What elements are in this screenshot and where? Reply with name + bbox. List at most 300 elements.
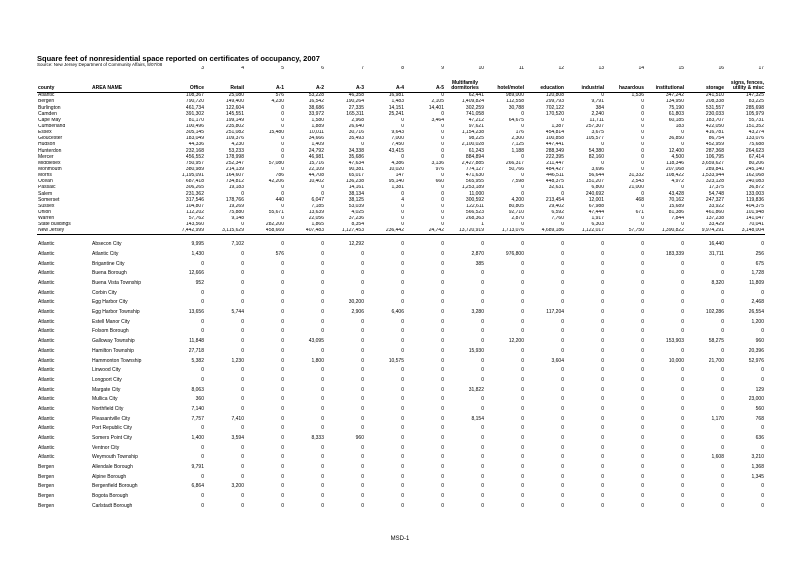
table-cell: 3,200: [231, 483, 244, 490]
table-cell: 4,200: [511, 197, 524, 203]
table-cell: 0: [401, 328, 404, 335]
table-cell: 137,238: [705, 215, 724, 222]
table-cell: 0: [361, 415, 364, 422]
table-cell: 30,200: [348, 299, 364, 306]
table-cell: Monmouth: [38, 166, 62, 172]
page-footer: MSD-1: [390, 536, 410, 542]
table-cell: 9,791: [191, 464, 204, 471]
table-cell: 0: [681, 425, 684, 432]
table-cell: 0: [521, 396, 524, 403]
table-cell: 0: [321, 405, 324, 412]
table-cell: 6,800: [591, 185, 604, 191]
table-cell: 0: [321, 280, 324, 287]
table-cell: 0: [241, 270, 244, 277]
table-cell: 109,376: [225, 135, 244, 142]
table-cell: Atlantic: [38, 435, 55, 442]
table-cell: 0: [441, 338, 444, 345]
table-cell: 4: [401, 197, 404, 203]
table-cell: 0: [521, 473, 524, 480]
table-cell: Ocean: [38, 178, 53, 185]
table-cell: 14,151: [388, 105, 404, 111]
table-cell: 0: [601, 376, 604, 383]
table-cell: 0: [561, 328, 564, 335]
table-cell: 0: [361, 473, 364, 480]
table-cell: 4,230: [271, 99, 284, 105]
table-cell: 0: [441, 270, 444, 277]
table-cell: 5,382: [191, 357, 204, 364]
table-cell: 183,707: [705, 117, 724, 123]
table-cell: 0: [401, 444, 404, 451]
table-cell: 0: [361, 425, 364, 432]
table-cell: Atlantic: [38, 357, 55, 364]
table-cell: 0: [401, 241, 404, 248]
table-cell: 0: [321, 464, 324, 471]
table-cell: 0: [681, 473, 684, 480]
table-cell: Atlantic: [38, 376, 55, 383]
table-cell: Weymouth Township: [92, 454, 138, 461]
table-cell: 0: [601, 347, 604, 354]
table-cell: Somers Point City: [92, 435, 133, 442]
table-cell: 0: [281, 318, 284, 325]
table-cell: Atlantic: [38, 260, 55, 267]
table-cell: 0: [601, 250, 604, 257]
table-cell: State buildings: [38, 221, 71, 228]
table-cell: 454,814: [545, 129, 564, 136]
table-cell: 0: [281, 260, 284, 267]
table-cell: 1,409,824: [461, 99, 484, 105]
column-header: A-3: [325, 73, 365, 93]
table-cell: 0: [401, 191, 404, 197]
table-cell: 0: [361, 502, 364, 509]
table-cell: 9,791: [591, 99, 604, 105]
column-number: 12: [558, 66, 564, 71]
table-cell: 0: [561, 425, 564, 432]
table-cell: 222,395: [545, 154, 564, 160]
table-cell: 0: [441, 357, 444, 364]
table-cell: 0: [361, 386, 364, 393]
table-cell: 960: [355, 435, 364, 442]
table-cell: 9,974,291: [685, 228, 725, 235]
table-cell: 0: [401, 215, 404, 222]
table-cell: 0: [681, 328, 684, 335]
table-cell: 0: [561, 483, 564, 490]
table-cell: 245,140: [745, 166, 764, 172]
table-cell: 0: [401, 493, 404, 500]
table-cell: 0: [361, 347, 364, 354]
table-cell: 0: [681, 280, 684, 287]
table-cell: 0: [481, 444, 484, 451]
table-cell: 122,611: [466, 203, 484, 209]
table-cell: 26,554: [748, 309, 764, 316]
column-number-row: [37, 66, 765, 73]
table-cell: 0: [361, 376, 364, 383]
table-cell: 13,639: [308, 209, 324, 215]
table-cell: 0: [441, 241, 444, 248]
table-row: [37, 337, 765, 347]
table-cell: 0: [761, 328, 764, 335]
table-cell: 0: [601, 309, 604, 316]
table-cell: 0: [441, 172, 444, 179]
table-cell: 0: [561, 280, 564, 287]
table-cell: 0: [441, 415, 444, 422]
table-cell: 1,728: [751, 270, 764, 277]
table-cell: 0: [441, 92, 444, 99]
table-cell: 0: [521, 483, 524, 490]
table-cell: 0: [641, 215, 644, 222]
table-cell: 0: [761, 425, 764, 432]
table-cell: 232,168: [185, 148, 204, 154]
table-cell: 0: [601, 270, 604, 277]
table-cell: 75,880: [228, 209, 244, 215]
column-number: 7: [361, 66, 364, 71]
table-cell: 0: [641, 464, 644, 471]
table-cell: 0: [561, 250, 564, 257]
table-cell: 7,140: [191, 405, 204, 412]
table-cell: 0: [601, 142, 604, 148]
table-cell: Atlantic: [38, 405, 55, 412]
table-cell: 0: [241, 221, 244, 228]
table-cell: 266,317: [505, 160, 524, 166]
table-cell: 0: [361, 338, 364, 345]
table-cell: 0: [321, 483, 324, 490]
table-cell: 0: [601, 405, 604, 412]
table-cell: 0: [681, 444, 684, 451]
table-cell: 0: [561, 191, 564, 197]
table-cell: 0: [641, 338, 644, 345]
table-cell: 0: [521, 386, 524, 393]
table-cell: 7,000: [391, 135, 404, 142]
table-cell: Atlantic: [38, 396, 55, 403]
table-cell: 0: [281, 386, 284, 393]
table-cell: 1,381: [391, 185, 404, 191]
table-cell: 0: [521, 493, 524, 500]
table-cell: 4,386: [391, 160, 404, 166]
table-cell: 0: [561, 347, 564, 354]
table-cell: 305,145: [185, 129, 204, 136]
table-cell: 0: [441, 203, 444, 209]
table-cell: 0: [641, 221, 644, 228]
table-cell: 14,161: [348, 185, 364, 191]
table-cell: 461,734: [185, 105, 204, 111]
table-cell: 134,950: [665, 99, 684, 105]
table-cell: 0: [601, 415, 604, 422]
table-cell: 0: [321, 191, 324, 197]
table-cell: 1,195,091: [181, 172, 204, 179]
table-cell: 25,080: [228, 92, 244, 99]
column-number: 14: [638, 66, 644, 71]
table-cell: 0: [641, 135, 644, 142]
table-cell: 211,447: [546, 160, 564, 166]
table-cell: Bergen: [38, 493, 55, 500]
table-cell: 0: [241, 250, 244, 257]
table-cell: 0: [321, 318, 324, 325]
table-cell: 0: [361, 270, 364, 277]
table-cell: 0: [481, 454, 484, 461]
table-cell: 0: [281, 493, 284, 500]
table-cell: 83,225: [748, 99, 764, 105]
table-cell: 0: [601, 241, 604, 248]
table-cell: 0: [601, 299, 604, 306]
table-cell: Somerset: [38, 197, 60, 203]
table-cell: 0: [761, 493, 764, 500]
column-number: 16: [718, 66, 724, 71]
table-cell: Galloway Township: [92, 338, 135, 345]
table-cell: 11,809: [749, 280, 764, 287]
table-cell: 0: [681, 464, 684, 471]
column-header: A-1: [245, 73, 285, 93]
table-cell: Passaic: [38, 185, 56, 191]
column-header: Retail: [205, 73, 245, 93]
table-cell: 147,325: [745, 92, 764, 99]
table-cell: 7,410: [231, 415, 244, 422]
table-cell: 24,742: [405, 228, 445, 235]
table-cell: 162,068: [745, 172, 764, 179]
table-cell: 702,122: [545, 105, 564, 111]
table-cell: 0: [721, 405, 724, 412]
table-cell: 53,039: [348, 203, 364, 209]
table-cell: 0: [641, 483, 644, 490]
table-cell: 70,162: [668, 197, 684, 203]
table-cell: 0: [561, 289, 564, 296]
table-cell: 0: [561, 493, 564, 500]
table-cell: 0: [401, 502, 404, 509]
table-cell: 0: [441, 473, 444, 480]
table-cell: 0: [561, 376, 564, 383]
table-cell: 0: [401, 289, 404, 296]
table-cell: 0: [401, 299, 404, 306]
table-cell: 3,696: [591, 166, 604, 172]
table-cell: 0: [681, 299, 684, 306]
table-cell: 64,675: [508, 117, 524, 123]
table-cell: 4,689,186: [525, 228, 565, 235]
table-cell: 0: [281, 105, 284, 111]
table-cell: 456,552: [185, 154, 204, 160]
table-cell: 101,948: [745, 209, 764, 215]
table-cell: 36,850: [668, 135, 684, 142]
table-cell: 0: [721, 473, 724, 480]
table-cell: 0: [281, 135, 284, 142]
table-cell: Atlantic: [38, 454, 55, 461]
table-cell: 0: [241, 338, 244, 345]
table-cell: 404,375: [745, 203, 764, 209]
table-row: [37, 424, 765, 434]
table-cell: 0: [681, 347, 684, 354]
table-cell: Atlantic: [38, 92, 55, 99]
table-cell: 0: [761, 483, 764, 490]
table-cell: Atlantic: [38, 415, 55, 422]
table-cell: 989,000: [505, 92, 524, 99]
table-cell: 0: [281, 357, 284, 364]
table-cell: 0: [481, 367, 484, 374]
table-cell: 0: [201, 367, 204, 374]
table-cell: 1,580: [311, 117, 324, 123]
column-header: signs, fences, utility & misc: [725, 73, 765, 93]
table-cell: 0: [441, 454, 444, 461]
table-cell: Atlantic: [38, 241, 55, 248]
table-cell: 0: [641, 299, 644, 306]
table-cell: 391,302: [185, 111, 204, 117]
table-cell: 0: [281, 502, 284, 509]
table-cell: 106,795: [705, 154, 724, 160]
table-row: [37, 260, 765, 270]
table-cell: 0: [761, 241, 764, 248]
table-cell: Warren: [38, 215, 55, 222]
table-cell: 0: [561, 502, 564, 509]
table-cell: 0: [641, 142, 644, 148]
table-cell: 0: [201, 376, 204, 383]
column-header: institutional: [645, 73, 685, 93]
table-cell: 0: [641, 99, 644, 105]
table-cell: 458,669: [245, 228, 285, 235]
table-cell: 0: [361, 396, 364, 403]
table-cell: 0: [241, 425, 244, 432]
table-cell: 0: [281, 309, 284, 316]
table-cell: 0: [401, 250, 404, 257]
table-cell: 3,594: [231, 435, 244, 442]
table-cell: 0: [441, 425, 444, 432]
table-cell: 26,640: [348, 123, 364, 129]
table-row: [37, 492, 765, 502]
table-cell: Atlantic: [38, 299, 55, 306]
table-cell: 0: [761, 502, 764, 509]
table-cell: 2,968: [351, 117, 364, 123]
table-cell: 0: [281, 203, 284, 209]
table-cell: 23,000: [748, 396, 764, 403]
table-cell: Egg Harbor Township: [92, 309, 140, 316]
table-cell: 0: [601, 357, 604, 364]
table-cell: 100,496: [185, 123, 204, 129]
table-cell: 7,598: [511, 178, 524, 185]
table-cell: 60,185: [668, 117, 684, 123]
table-cell: 3,675: [591, 129, 604, 136]
table-cell: 47,634: [348, 160, 364, 166]
table-cell: 46,358: [348, 92, 364, 99]
table-cell: 86,754: [708, 135, 724, 142]
table-cell: 0: [561, 117, 564, 123]
table-cell: 0: [241, 396, 244, 403]
table-cell: 407,483: [285, 228, 325, 235]
table-cell: Atlantic: [38, 425, 55, 432]
table-cell: 21,700: [708, 357, 724, 364]
table-cell: 0: [561, 241, 564, 248]
column-header: county: [37, 73, 91, 93]
table-cell: 31,822: [468, 386, 484, 393]
table-cell: 95,140: [388, 178, 404, 185]
table-cell: 0: [281, 215, 284, 222]
table-cell: 0: [641, 425, 644, 432]
table-cell: 0: [241, 367, 244, 374]
table-cell: 0: [601, 435, 604, 442]
table-cell: 165,311: [346, 111, 364, 117]
table-cell: 0: [321, 241, 324, 248]
table-cell: 1,170: [711, 415, 724, 422]
table-cell: 3,148,004: [725, 228, 765, 235]
table-cell: 268,363: [465, 215, 484, 222]
table-cell: 285,698: [745, 105, 764, 111]
table-cell: 0: [241, 318, 244, 325]
table-cell: 19,183: [228, 185, 244, 191]
table-cell: 20,396: [748, 347, 764, 354]
table-cell: Atlantic: [38, 386, 55, 393]
table-cell: 67,988: [588, 203, 604, 209]
column-number: 11: [518, 66, 524, 71]
table-cell: 0: [721, 318, 724, 325]
table-cell: Longport City: [92, 376, 122, 383]
table-cell: 687,418: [185, 178, 204, 185]
table-cell: 0: [561, 318, 564, 325]
table-cell: 0: [481, 483, 484, 490]
table-cell: 29,402: [548, 203, 564, 209]
table-cell: 484,427: [545, 166, 564, 172]
table-row: [37, 356, 765, 366]
table-cell: 0: [201, 425, 204, 432]
table-cell: 440: [275, 197, 284, 203]
table-cell: 0: [641, 473, 644, 480]
table-cell: 0: [441, 280, 444, 287]
table-cell: 2,100,028: [461, 142, 484, 148]
table-cell: 0: [241, 493, 244, 500]
table-cell: 0: [681, 454, 684, 461]
table-cell: 0: [401, 117, 404, 123]
table-cell: 214,139: [225, 166, 244, 172]
table-cell: 461,860: [705, 209, 724, 215]
table-cell: 208,338: [705, 99, 724, 105]
table-cell: 143,560: [185, 221, 204, 228]
table-cell: Union: [38, 209, 52, 215]
table-cell: 0: [601, 280, 604, 287]
table-cell: 0: [721, 289, 724, 296]
table-cell: 0: [561, 270, 564, 277]
table-cell: 0: [681, 270, 684, 277]
table-cell: 0: [441, 185, 444, 191]
table-cell: 1,800: [311, 357, 324, 364]
table-cell: 240,692: [585, 191, 604, 197]
table-cell: 0: [241, 405, 244, 412]
table-cell: 147: [395, 172, 404, 179]
table-cell: 19,269: [228, 203, 244, 209]
table-cell: 0: [681, 289, 684, 296]
table-cell: 0: [401, 318, 404, 325]
column-number: 17: [758, 66, 764, 71]
table-cell: 0: [641, 415, 644, 422]
table-cell: Mercer: [38, 154, 54, 160]
table-cell: 0: [681, 309, 684, 316]
table-cell: 183,339: [665, 250, 684, 257]
table-cell: 133,076: [745, 135, 764, 142]
table-cell: 0: [241, 347, 244, 354]
table-cell: 0: [401, 396, 404, 403]
table-cell: 0: [521, 502, 524, 509]
table-cell: 4,230: [231, 142, 244, 148]
table-cell: 0: [521, 425, 524, 432]
table-cell: 1,483: [391, 99, 404, 105]
table-cell: Allendale Borough: [92, 464, 133, 471]
column-header: A-2: [285, 73, 325, 93]
table-cell: 0: [481, 396, 484, 403]
table-cell: 0: [281, 117, 284, 123]
table-cell: 0: [281, 154, 284, 160]
table-cell: 288,349: [545, 148, 564, 154]
table-cell: Buena Borough: [92, 270, 127, 277]
table-cell: 0: [561, 386, 564, 393]
table-cell: 1,400: [191, 435, 204, 442]
table-cell: Morris: [38, 172, 52, 179]
table-cell: 1: [481, 221, 484, 228]
table-cell: 7,102: [231, 241, 244, 248]
table-cell: 9,995: [191, 241, 204, 248]
table-cell: 0: [401, 209, 404, 215]
table-cell: Camden: [38, 111, 57, 117]
